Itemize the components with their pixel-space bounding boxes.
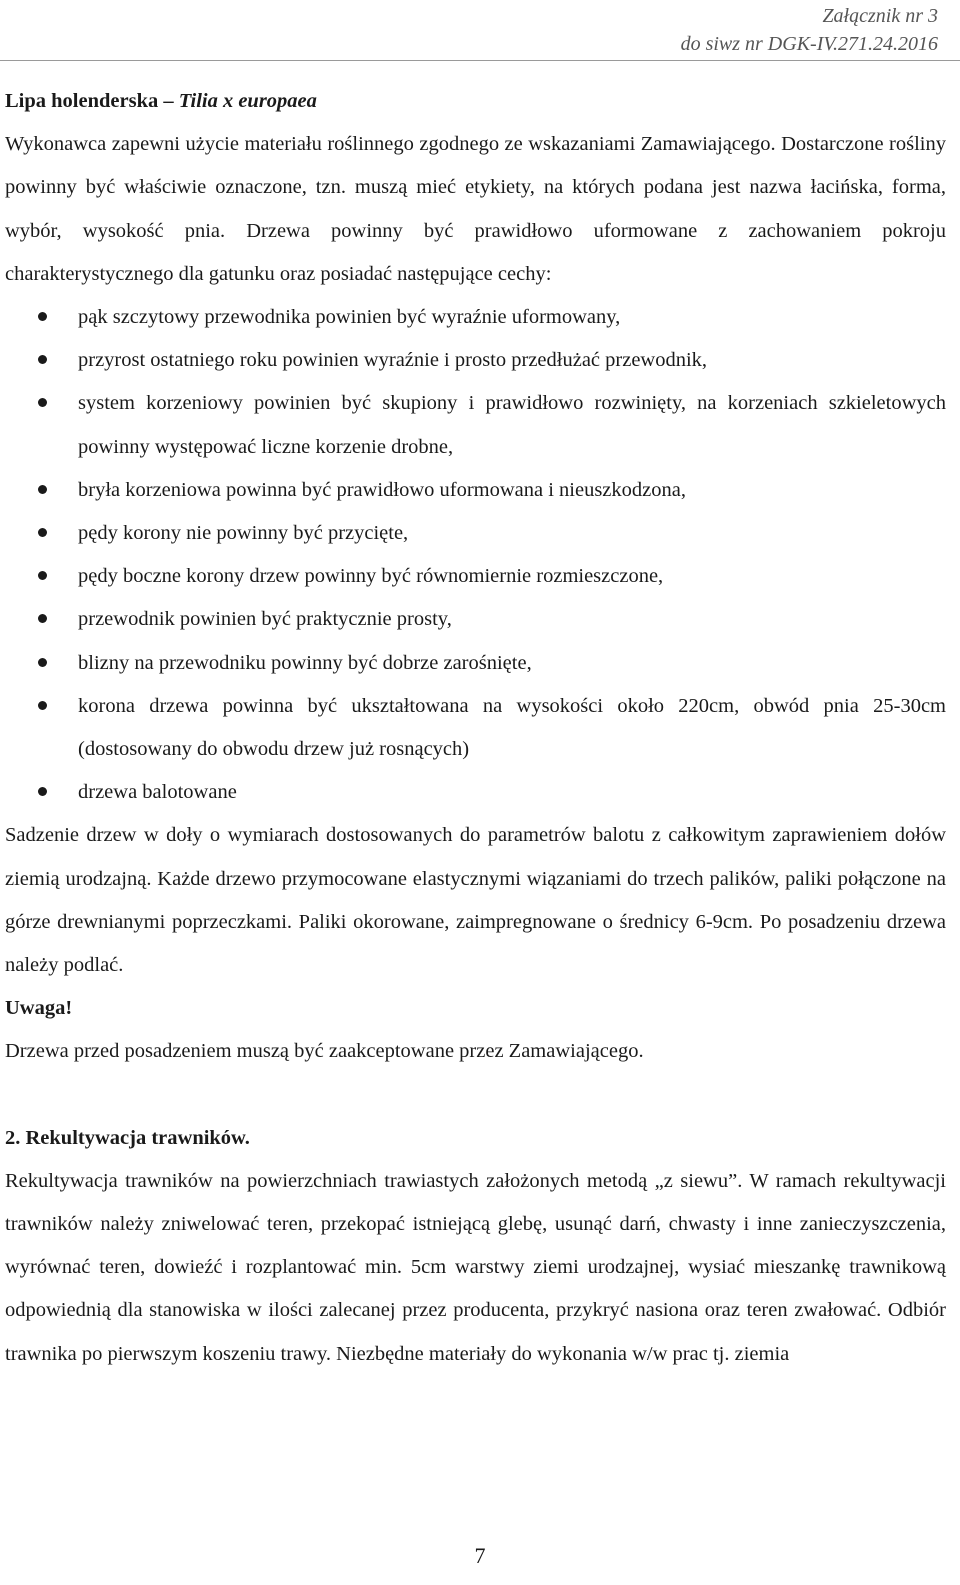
list-item: drzewa balotowane bbox=[5, 771, 946, 814]
warning-label: Uwaga! bbox=[5, 997, 73, 1020]
section-title-lipa: Lipa holenderska – Tilia x europaea bbox=[5, 90, 317, 112]
latin-name: Tilia x europaea bbox=[178, 90, 317, 112]
intro-paragraph: Wykonawca zapewni użycie materiału roślinnego zgodnego ze wskazaniami Zamawiającego. Dostarczone rośliny powinny być właściwie oznaczone, tzn. muszą mieć etykiety, na których podana jest nazwa łacińska, forma, wybór, wysokość pnia. Drzewa powinny być prawidłowo uformowane z zachowaniem pokroju charakterystycznego dla gatunku oraz posiadać następujące cechy: bbox=[5, 133, 946, 285]
tree-requirements-list bbox=[5, 296, 946, 814]
list-item: bryła korzeniowa powinna być prawidłowo uformowana i nieuszkodzona, bbox=[5, 469, 946, 512]
page-number: 7 bbox=[474, 1543, 486, 1568]
attachment-label: Załącznik nr 3 bbox=[822, 5, 938, 27]
list-item: pędy boczne korony drzew powinny być równomiernie rozmieszczone, bbox=[5, 555, 946, 598]
list-item: blizny na przewodniku powinny być dobrze zarośnięte, bbox=[5, 642, 946, 685]
spacer bbox=[5, 1074, 946, 1117]
header-divider bbox=[0, 60, 960, 61]
list-item: przyrost ostatniego roku powinien wyraźnie i prosto przedłużać przewodnik, bbox=[5, 339, 946, 382]
document-header bbox=[681, 2, 938, 58]
list-item: system korzeniowy powinien być skupiony i prawidłowo rozwinięty, na korzeniach szkieletowych powinny występować liczne korzenie drobne, bbox=[5, 382, 946, 468]
list-item: pąk szczytowy przewodnika powinien być wyraźnie uformowany, bbox=[5, 296, 946, 339]
warning-text: Drzewa przed posadzeniem muszą być zaakceptowane przez Zamawiającego. bbox=[5, 1040, 644, 1063]
list-item: pędy korony nie powinny być przycięte, bbox=[5, 512, 946, 555]
planting-paragraph: Sadzenie drzew w doły o wymiarach dostosowanych do parametrów balotu z całkowitym zaprawieniem dołów ziemią urodzajną. Każde drzewo przymocowane elastycznymi wiązaniami do trzech palików, paliki połączone na górze drewnianymi poprzeczkami. Paliki okorowane, zaimpregnowane o średnicy 6-9cm. Po posadzeniu drzewa należy podlać. bbox=[5, 824, 946, 977]
section-title-rekultywacja: 2. Rekultywacja trawników. bbox=[5, 1126, 250, 1149]
list-item: przewodnik powinien być praktycznie prosty, bbox=[5, 598, 946, 641]
reference-number: do siwz nr DGK-IV.271.24.2016 bbox=[680, 33, 938, 55]
document-body bbox=[5, 80, 946, 1376]
list-item: korona drzewa powinna być ukształtowana na wysokości około 220cm, obwód pnia 25-30cm (dostosowany do obwodu drzew już rosnących) bbox=[5, 685, 946, 771]
lawn-paragraph: Rekultywacja trawników na powierzchniach trawiastych założonych metodą „z siewu”. W ramach rekultywacji trawników należy zniwelować teren, przekopać istniejącą glebę, usunąć darń, chwasty i inne zanieczyszczenia, wyrównać teren, dowieźć i rozplantować min. 5cm warstwy ziemi urodzajnej, wysiać mieszankę trawnikową odpowiednią dla stanowiska w ilości zalecanej przez producenta, przykryć nasiona oraz teren zwałować. Odbiór trawnika po pierwszym koszeniu trawy. Niezbędne materiały do wykonania w/w prac tj. ziemia bbox=[5, 1169, 946, 1365]
